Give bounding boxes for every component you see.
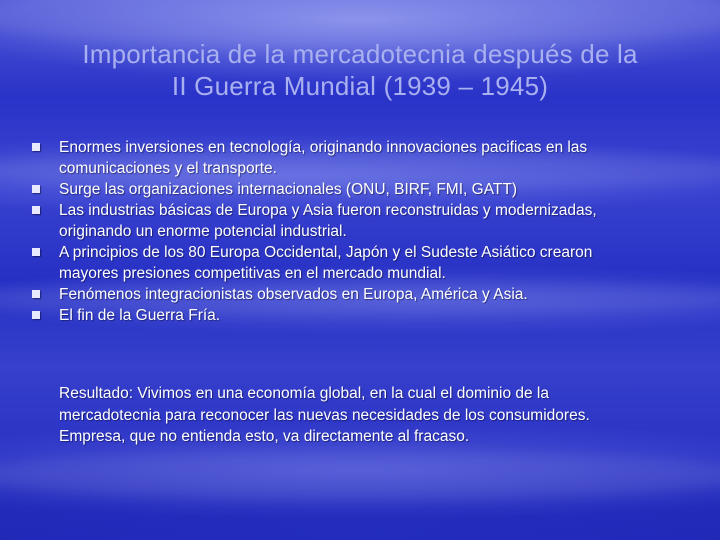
square-bullet-icon <box>32 143 40 151</box>
slide-title-line-1: Importancia de la mercadotecnia después de la <box>82 39 638 69</box>
bullet-item <box>32 284 692 305</box>
bullet-text-line: comunicaciones y el transporte. <box>59 160 277 177</box>
result-text-line: Empresa, que no entienda esto, va directamente al fracaso. <box>59 428 470 445</box>
bullet-text-line: A principios de los 80 Europa Occidental, Japón y el Sudeste Asiático crearon <box>59 244 593 261</box>
bullet-item <box>32 179 692 200</box>
bullet-text-line: Las industrias básicas de Europa y Asia fueron reconstruidas y modernizadas, <box>59 202 597 219</box>
square-bullet-icon <box>32 185 40 193</box>
background-wave <box>0 450 720 500</box>
result-text-line: mercadotecnia para reconocer las nuevas necesidades de los consumidores. <box>59 406 590 424</box>
bullet-item <box>32 242 692 284</box>
result-text-line: Resultado: Vivimos en una economía global, en la cual el dominio de la <box>59 385 549 402</box>
slide-title-line-2: II Guerra Mundial (1939 – 1945) <box>171 71 549 101</box>
bullet-item <box>32 305 692 326</box>
bullet-item <box>32 137 692 179</box>
square-bullet-icon <box>32 311 40 319</box>
square-bullet-icon <box>32 248 40 256</box>
bullet-list <box>32 137 692 326</box>
result-paragraph <box>59 383 699 448</box>
bullet-text-line: originando un enorme potencial industrial. <box>59 223 347 240</box>
bullet-text-line: mayores presiones competitivas en el mercado mundial. <box>59 265 446 282</box>
bullet-text-line: El fin de la Guerra Fría. <box>59 307 221 324</box>
bullet-text-line: Surge las organizaciones internacionales (ONU, BIRF, FMI, GATT) <box>59 181 517 198</box>
bullet-text-line: Fenómenos integracionistas observados en Europa, América y Asia. <box>59 286 528 303</box>
square-bullet-icon <box>32 206 40 214</box>
bullet-item <box>32 200 692 242</box>
bullet-text-line: Enormes inversiones en tecnología, originando innovaciones pacificas en las <box>59 139 588 156</box>
square-bullet-icon <box>32 290 40 298</box>
slide-title <box>40 38 680 102</box>
